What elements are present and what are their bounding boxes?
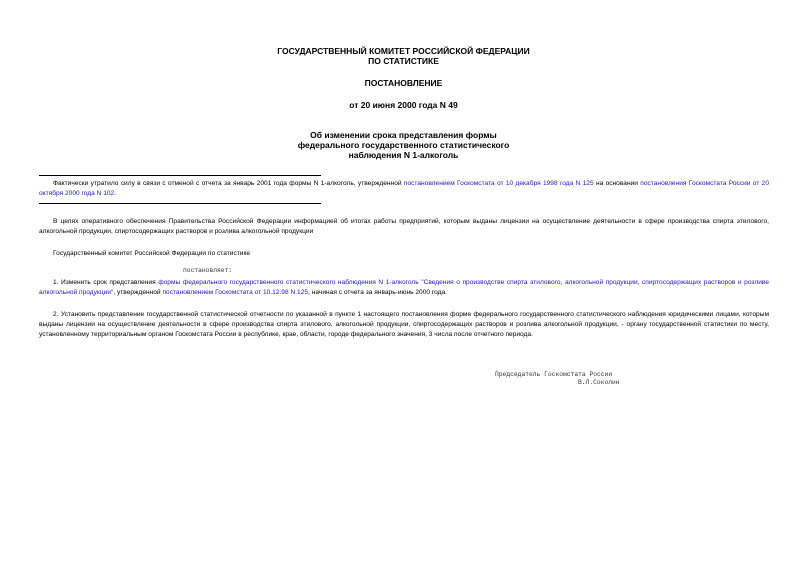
item1-text-1: 1. Изменить срок представления: [53, 279, 159, 286]
item1-text-2: , утвержденной: [113, 289, 163, 296]
link-form-1-alcohol[interactable]: формы федерального государственного статистического наблюдения N 1-алкоголь "Сведения о производстве спирта этилового, алкогольной продукции, спиртосодержащих растворов и розливе алкогольной продукции": [39, 279, 769, 296]
signature-name: В.Л.Соколин: [578, 379, 620, 386]
link-decree-125[interactable]: постановлением Госкомстата от 10 декабря 1998 года N 125: [403, 180, 594, 187]
decrees-word: постановляет:: [183, 267, 233, 274]
committee-paragraph: Государственный комитет Российской Федерации по статистике: [53, 250, 251, 257]
item1-text-3: , начиная с отчета за январь-июнь 2000 года.: [308, 289, 448, 296]
note-rule-bottom: [39, 203, 321, 204]
doc-title-line1: Об изменении срока представления формы: [310, 130, 497, 140]
link-decree-102[interactable]: постановления Госкомстата России от 20 октября 2000 года N 102: [39, 180, 770, 197]
preamble-paragraph: В целях оперативного обеспечения Правительства Российской Федерации информацией об итогах работы предприятий, которым выданы лицензии на осуществление деятельности в сфере производства спирта этилового, алкогольной продукции, спиртосодержащих растворов и розлива алкогольной продукции: [39, 218, 769, 235]
item-1-paragraph: [39, 278, 769, 298]
note-text-2: на основании: [593, 180, 641, 187]
note-rule-top: [39, 175, 321, 176]
link-decree-10-12-98[interactable]: постановлением Госкомстата от 10.12.98 N 125: [162, 289, 309, 296]
org-name-line2: ПО СТАТИСТИКЕ: [368, 56, 439, 66]
doc-date-number: от 20 июня 2000 года N 49: [349, 100, 458, 110]
doc-title-line3: наблюдения N 1-алкоголь: [348, 150, 459, 160]
doc-title-line2: федерального государственного статистического: [297, 140, 510, 150]
note-text-3: .: [114, 190, 117, 197]
org-name-line1: ГОСУДАРСТВЕННЫЙ КОМИТЕТ РОССИЙСКОЙ ФЕДЕРАЦИИ: [277, 46, 530, 56]
signature-position: Председатель Госкомстата России: [495, 371, 613, 378]
status-note: [39, 179, 769, 199]
note-text-1: Фактически утратило силу в связи с отменой с отчета за январь 2001 года формы N 1-алкоголь, утвержденной: [53, 180, 404, 187]
doc-type: ПОСТАНОВЛЕНИЕ: [364, 78, 443, 88]
item-2-paragraph: 2. Установить представление государственной статистической отчетности по указанной в пункте 1 настоящего постановления форме федерального государственного статистического наблюдения юридическими лицами, которым выданы лицензии на осуществление деятельности в сфере производства спирта этилового, алкогольной продукции, спиртосодержащих растворов и розлива алкогольной продукции, - органу государственной статистики по месту, установленному территориальным органом Госкомстата России в республике, крае, области, городе федерального значения, 3 числа после отчетного периода.: [39, 311, 769, 338]
